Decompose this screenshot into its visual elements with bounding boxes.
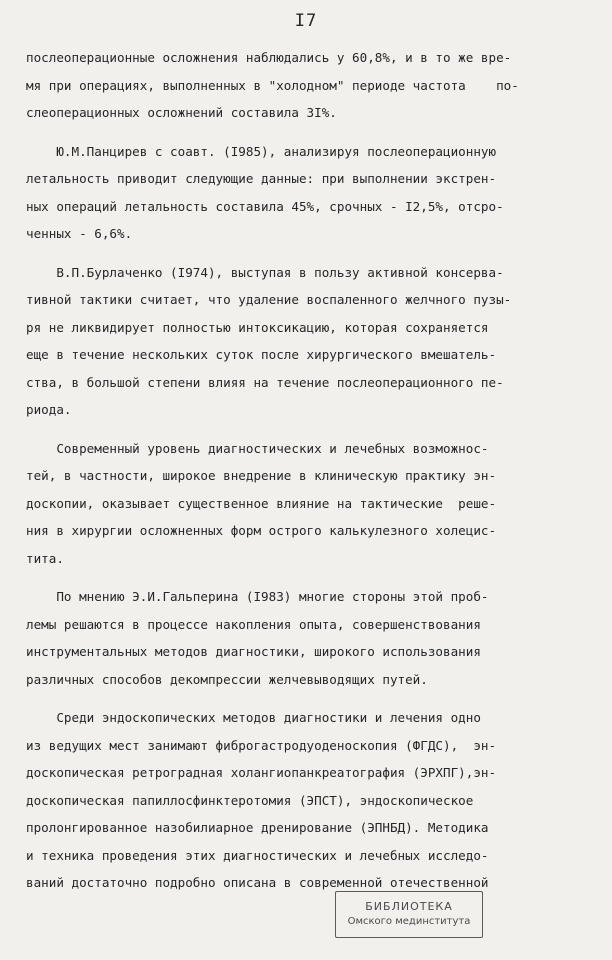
text-line: различных способов декомпрессии желчевыводящих путей. [26, 671, 428, 687]
text-line: тей, в частности, широкое внедрение в клиническую практику эн- [26, 468, 497, 483]
text-line: тита. [26, 550, 64, 566]
text-line: ния в хирургии осложненных форм острого калькулезного холецис- [26, 523, 497, 538]
text-line: еще в течение нескольких суток после хирургического вмешатель- [26, 347, 497, 362]
text-line: ваний достаточно подробно описана в современной отечественной [26, 875, 489, 890]
text-line: пролонгированное назобилиарное дренирование (ЭПНБД). Методика [26, 820, 489, 835]
paragraph [26, 44, 586, 127]
text-line: доскопическая ретроградная холангиопанкреатография (ЭРХПГ),эн- [26, 765, 497, 780]
text-line: лемы решаются в процессе накопления опыта, совершенствования [26, 616, 481, 632]
text-line: Ю.М.Панцирев с соавт. (I985), анализируя послеоперационную [26, 143, 497, 159]
text-line: инструментальных методов диагностики, широкого использования [26, 644, 481, 659]
paragraph [26, 138, 586, 248]
paragraph [26, 259, 586, 424]
text-line: По мнению Э.И.Гальперина (I983) многие стороны этой проб- [26, 589, 489, 604]
text-line: слеоперационных осложнений составила 3I%. [26, 105, 337, 120]
text-line: доскопии, оказывает существенное влияние на тактические реше- [26, 495, 497, 511]
text-line: и техника проведения этих диагностических и лечебных исследо- [26, 847, 489, 863]
text-line: В.П.Бурлаченко (I974), выступая в пользу активной консерва- [26, 264, 504, 280]
library-stamp [335, 891, 483, 938]
paragraph [26, 583, 586, 693]
text-line: Современный уровень диагностических и лечебных возможнос- [26, 440, 489, 456]
text-line: ченных - 6,6%. [26, 226, 133, 241]
paragraph [26, 435, 586, 573]
text-line: Среди эндоскопических методов диагностики и лечения одно [26, 710, 481, 725]
stamp-line-1: БИБЛИОТЕКА [365, 900, 453, 913]
text-line: ства, в большой степени влияя на течение послеоперационного пе- [26, 374, 504, 390]
text-line: мя при операциях, выполненных в "холодном" периоде частота по- [26, 77, 519, 93]
stamp-line-2: Омского мединститута [347, 916, 471, 927]
paragraph [26, 704, 586, 897]
body-text [26, 44, 586, 908]
text-line: доскопическая папиллосфинктеротомия (ЭПСТ), эндоскопическое [26, 792, 474, 808]
page-number: I7 [294, 11, 318, 31]
text-line: из ведущих мест занимают фиброгастродуоденоскопия (ФГДС), эн- [26, 737, 497, 753]
text-line: тивной тактики считает, что удаление воспаленного желчного пузы- [26, 292, 512, 307]
text-line: летальность приводит следующие данные: при выполнении экстрен- [26, 171, 497, 186]
text-line: риода. [26, 402, 72, 417]
text-line: послеоперационные осложнения наблюдались у 60,8%, и в то же вре- [26, 50, 512, 65]
text-line: ря не ликвидирует полностью интоксикацию, которая сохраняется [26, 319, 489, 335]
text-line: ных операций летальность составила 45%, срочных - I2,5%, отсро- [26, 198, 504, 214]
